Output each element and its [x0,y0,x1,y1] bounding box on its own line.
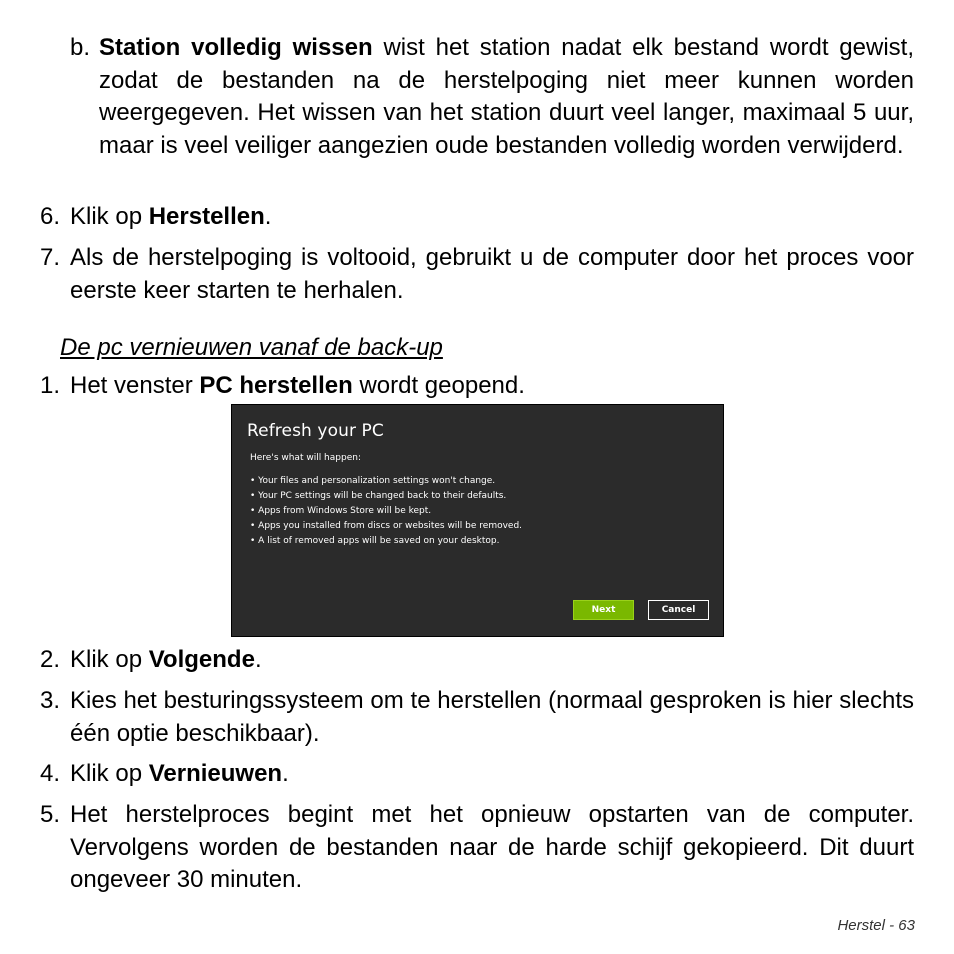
next-button[interactable]: Next [573,600,634,620]
step-7: Als de herstelpoging is voltooid, gebruikt u de computer door het proces voor eerste keer starten te herhalen. [70,244,914,304]
dialog-bullet: • Your PC settings will be changed back to their defaults. [250,489,522,504]
dialog-intro: Here's what will happen: [250,453,361,463]
section-heading: De pc vernieuwen vanaf de back-up [60,334,443,361]
step-text: Het venster [70,372,200,399]
dialog-bullet: • Your files and personalization settings won't change. [250,474,522,489]
step-bold: Vernieuwen [148,760,283,787]
dialog-bullet: • Apps you installed from discs or websites will be removed. [250,519,522,534]
step-6 [70,201,914,234]
term-station-volledig-wissen: Station volledig wissen [99,34,373,61]
step-text: . [254,646,262,673]
page-footer: Herstel - 63 [837,917,915,934]
refresh-pc-screenshot [231,404,724,637]
step-5: Het herstelproces begint met het opnieuw opstarten van de computer. Vervolgens worden de bestanden naar de harde schijf gekopieerd. Dit duurt ongeveer 30 minuten. [70,801,914,893]
list-marker-4: 4. [40,760,61,787]
step-bold: Volgende [148,646,255,673]
dialog-bullet-list [250,474,522,549]
step-2 [70,644,914,677]
step-1 [70,370,914,403]
step-text: Klik op [70,203,149,230]
step-bold: PC herstellen [199,372,353,399]
step-text: . [264,203,272,230]
paragraph-station-volledig-wissen [99,32,914,162]
step-3: Kies het besturingssysteem om te herstellen (normaal gesproken is hier slechts één optie beschikbaar). [70,687,914,747]
list-marker-3: 3. [40,687,61,714]
step-text: wordt geopend. [352,372,525,399]
dialog-bullet: • A list of removed apps will be saved on your desktop. [250,534,522,549]
step-4 [70,758,914,791]
cancel-button[interactable]: Cancel [648,600,709,620]
step-text: Klik op [70,646,149,673]
list-marker-6: 6. [40,203,61,230]
dialog-bullet: • Apps from Windows Store will be kept. [250,504,522,519]
list-marker-b: b. [70,34,91,61]
step-text: . [282,760,289,787]
dialog-title: Refresh your PC [247,421,384,441]
step-bold: Herstellen [148,203,265,230]
list-marker-7: 7. [40,244,61,271]
list-marker-5: 5. [40,801,61,828]
list-marker-2: 2. [40,646,61,673]
paragraph-text: wist het station nadat elk bestand wordt gewist, zodat de bestanden na de herstelpoging niet meer kunnen worden weergegeven. Het wissen van het station duurt veel langer, maximaal 5 uur, maar is veel veiliger aangezien oude bestanden volledig worden verwijderd. [99,34,914,159]
list-marker-1: 1. [40,372,61,399]
step-text: Klik op [70,760,149,787]
